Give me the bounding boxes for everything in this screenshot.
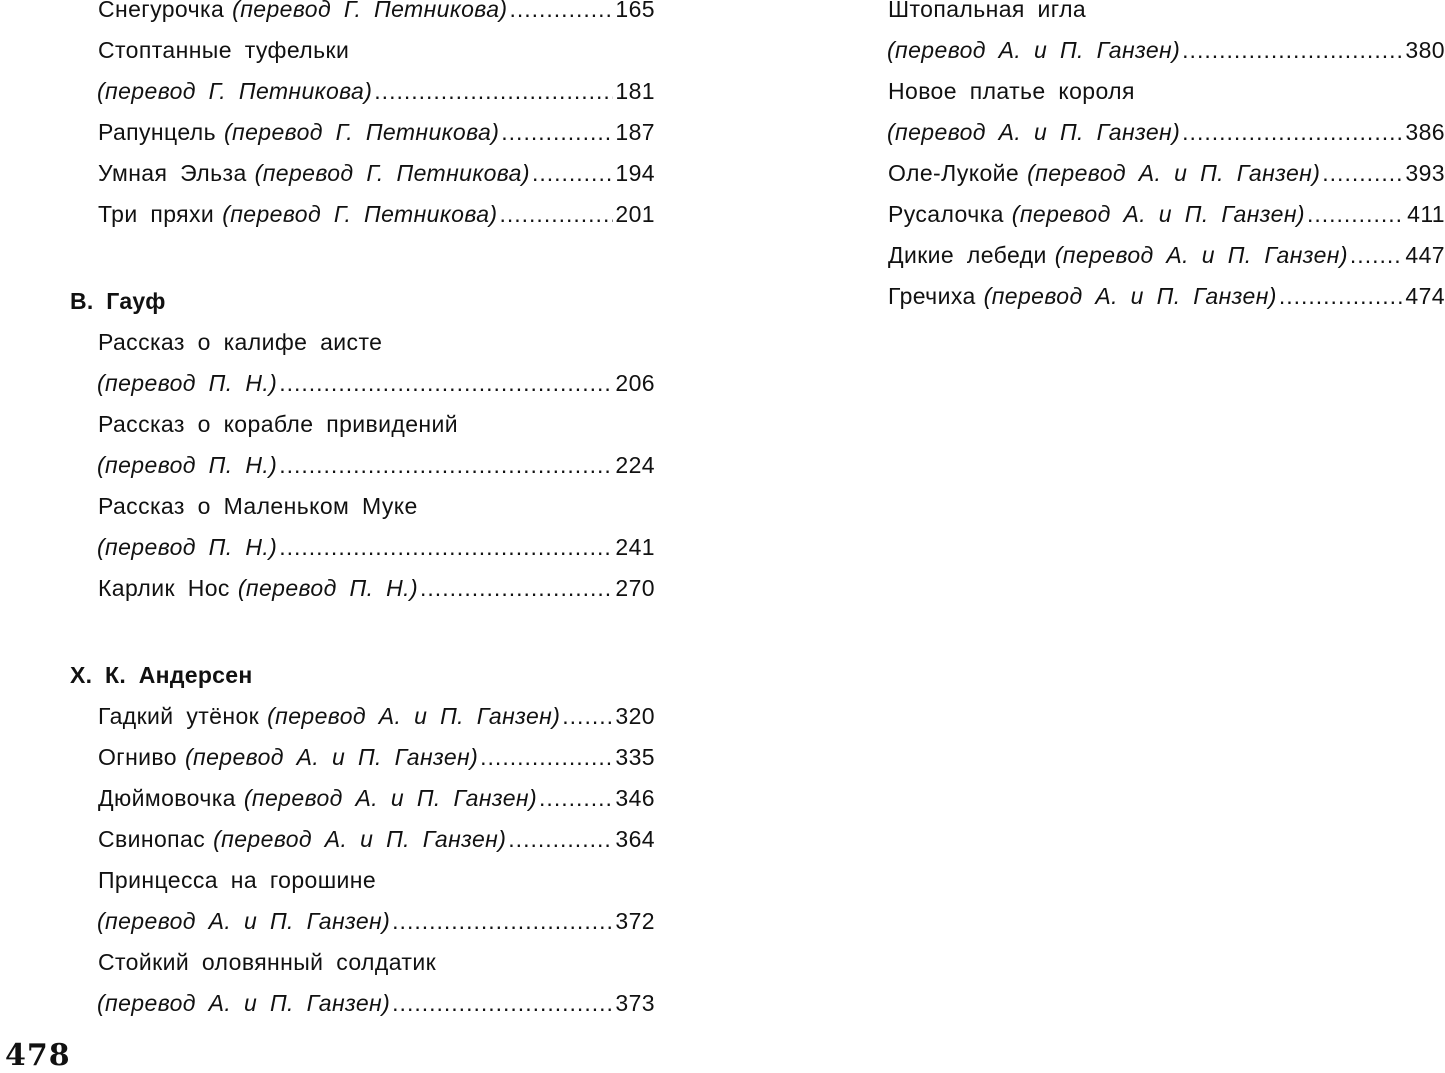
toc-entry-title-line <box>888 71 1445 112</box>
entry-translation: (перевод Г. Петникова) <box>97 78 373 104</box>
entry-title: Карлик Нос <box>98 575 230 601</box>
entry-page: 241 <box>615 534 655 560</box>
toc-entry-translation-line <box>97 363 655 404</box>
leader-dots <box>1182 30 1403 71</box>
toc-entry <box>98 778 655 819</box>
entry-title: Снегурочка <box>98 0 225 22</box>
entry-title: Штопальная игла <box>888 0 1087 22</box>
entry-title: Принцесса на горошине <box>98 867 377 893</box>
entry-title: Рассказ о корабле привидений <box>98 411 458 437</box>
leader-dots <box>480 737 613 778</box>
entry-page: 194 <box>615 160 655 186</box>
entry-translation: (перевод П. Н.) <box>237 575 419 601</box>
toc-entry-title-line <box>98 860 655 901</box>
toc-entry-translation-line <box>97 901 655 942</box>
entry-translation: (перевод П. Н.) <box>97 452 278 478</box>
entry-title: Три пряхи <box>98 201 215 227</box>
leader-dots <box>420 568 613 609</box>
toc-entry <box>888 153 1445 194</box>
entry-translation: (перевод Г. Петникова) <box>222 201 498 227</box>
leader-dots <box>1307 194 1405 235</box>
entry-translation: (перевод А. и П. Ганзен) <box>887 37 1181 63</box>
entry-translation: (перевод Г. Петникова) <box>223 119 500 145</box>
toc-entry <box>98 153 655 194</box>
entry-translation: (перевод П. Н.) <box>97 534 278 560</box>
entry-title: Огниво <box>98 744 177 770</box>
author-heading-andersen: Х. К. Андерсен <box>70 662 253 688</box>
toc-entry <box>98 568 655 609</box>
entry-page: 386 <box>1405 119 1445 145</box>
entry-page: 447 <box>1405 242 1445 268</box>
entry-translation: (перевод П. Н.) <box>97 370 278 396</box>
author-heading-hauff: В. Гауф <box>70 288 166 314</box>
toc-entry <box>888 276 1445 317</box>
section-gap <box>98 235 655 281</box>
toc-entry-translation-line <box>97 71 655 112</box>
entry-page: 364 <box>615 826 655 852</box>
leader-dots <box>508 819 613 860</box>
entry-page: 206 <box>615 370 655 396</box>
leader-dots <box>532 153 613 194</box>
entry-translation: (перевод А. и П. Ганзен) <box>184 744 479 770</box>
entry-title: Рассказ о калифе аисте <box>98 329 383 355</box>
leader-dots <box>499 194 613 235</box>
toc-entry <box>98 737 655 778</box>
entry-title: Стоптанные туфельки <box>98 37 350 63</box>
entry-translation: (перевод Г. Петникова) <box>232 0 508 22</box>
leader-dots <box>501 112 613 153</box>
toc-entry <box>98 819 655 860</box>
toc-entry <box>888 194 1445 235</box>
toc-entry-title-line <box>98 942 655 983</box>
entry-translation: (перевод Г. Петникова) <box>254 160 530 186</box>
toc-entry-title-line <box>98 404 655 445</box>
entry-translation: (перевод А. и П. Ганзен) <box>1054 242 1348 268</box>
leader-dots <box>539 778 613 819</box>
toc-entry <box>98 0 655 30</box>
entry-translation: (перевод А. и П. Ганзен) <box>213 826 507 852</box>
entry-page: 320 <box>615 703 655 729</box>
entry-page: 187 <box>615 119 655 145</box>
entry-page: 346 <box>615 785 655 811</box>
toc-entry-translation-line <box>887 30 1445 71</box>
toc-entry-title-line <box>888 0 1445 30</box>
entry-title: Гречиха <box>888 283 976 309</box>
entry-page: 380 <box>1405 37 1445 63</box>
section-gap <box>98 609 655 655</box>
entry-title: Свинопас <box>98 826 206 852</box>
entry-title: Стойкий оловянный солдатик <box>98 949 437 975</box>
entry-page: 224 <box>615 452 655 478</box>
entry-translation: (перевод А. и П. Ганзен) <box>983 283 1277 309</box>
leader-dots <box>1350 235 1404 276</box>
toc-left-column <box>70 0 655 1024</box>
toc-entry-translation-line <box>887 112 1445 153</box>
leader-dots <box>509 0 613 30</box>
entry-page: 270 <box>615 575 655 601</box>
leader-dots <box>392 901 613 942</box>
toc-entry-title-line <box>98 486 655 527</box>
entry-page: 411 <box>1407 201 1445 227</box>
leader-dots <box>279 363 613 404</box>
entry-translation: (перевод А. и П. Ганзен) <box>1027 160 1321 186</box>
entry-title: Рассказ о Маленьком Муке <box>98 493 418 519</box>
entry-title: Гадкий утёнок <box>98 703 260 729</box>
entry-page: 165 <box>615 0 655 22</box>
entry-page: 474 <box>1405 283 1445 309</box>
toc-entry-translation-line <box>97 527 655 568</box>
toc-right-column <box>888 0 1445 317</box>
toc-entry-title-line <box>98 322 655 363</box>
toc-entry-translation-line <box>97 983 655 1024</box>
entry-page: 335 <box>615 744 655 770</box>
entry-page: 393 <box>1405 160 1445 186</box>
entry-translation: (перевод А. и П. Ганзен) <box>1011 201 1305 227</box>
entry-title: Дюймовочка <box>98 785 236 811</box>
entry-translation: (перевод А. и П. Ганзен) <box>267 703 561 729</box>
leader-dots <box>392 983 613 1024</box>
toc-entry <box>98 696 655 737</box>
entry-translation: (перевод А. и П. Ганзен) <box>887 119 1181 145</box>
entry-title: Рапунцель <box>98 119 216 145</box>
entry-translation: (перевод А. и П. Ганзен) <box>97 990 391 1016</box>
leader-dots <box>374 71 613 112</box>
entry-translation: (перевод А. и П. Ганзен) <box>243 785 538 811</box>
entry-page: 373 <box>615 990 655 1016</box>
toc-entry-title-line <box>98 30 655 71</box>
entry-page: 181 <box>615 78 655 104</box>
leader-dots <box>279 445 613 486</box>
entry-title: Умная Эльза <box>98 160 247 186</box>
page-number: 478 <box>5 1038 71 1073</box>
toc-entry <box>888 235 1445 276</box>
leader-dots <box>1182 112 1403 153</box>
entry-page: 372 <box>615 908 655 934</box>
entry-page: 201 <box>615 201 655 227</box>
leader-dots <box>1279 276 1404 317</box>
entry-title: Новое платье короля <box>888 78 1135 104</box>
entry-title: Оле-Лукойе <box>888 160 1020 186</box>
toc-entry <box>98 112 655 153</box>
leader-dots <box>1322 153 1403 194</box>
leader-dots <box>562 696 613 737</box>
toc-entry-translation-line <box>97 445 655 486</box>
entry-title: Русалочка <box>888 201 1004 227</box>
toc-entry <box>98 194 655 235</box>
entry-title: Дикие лебеди <box>888 242 1047 268</box>
entry-translation: (перевод А. и П. Ганзен) <box>97 908 391 934</box>
leader-dots <box>279 527 613 568</box>
